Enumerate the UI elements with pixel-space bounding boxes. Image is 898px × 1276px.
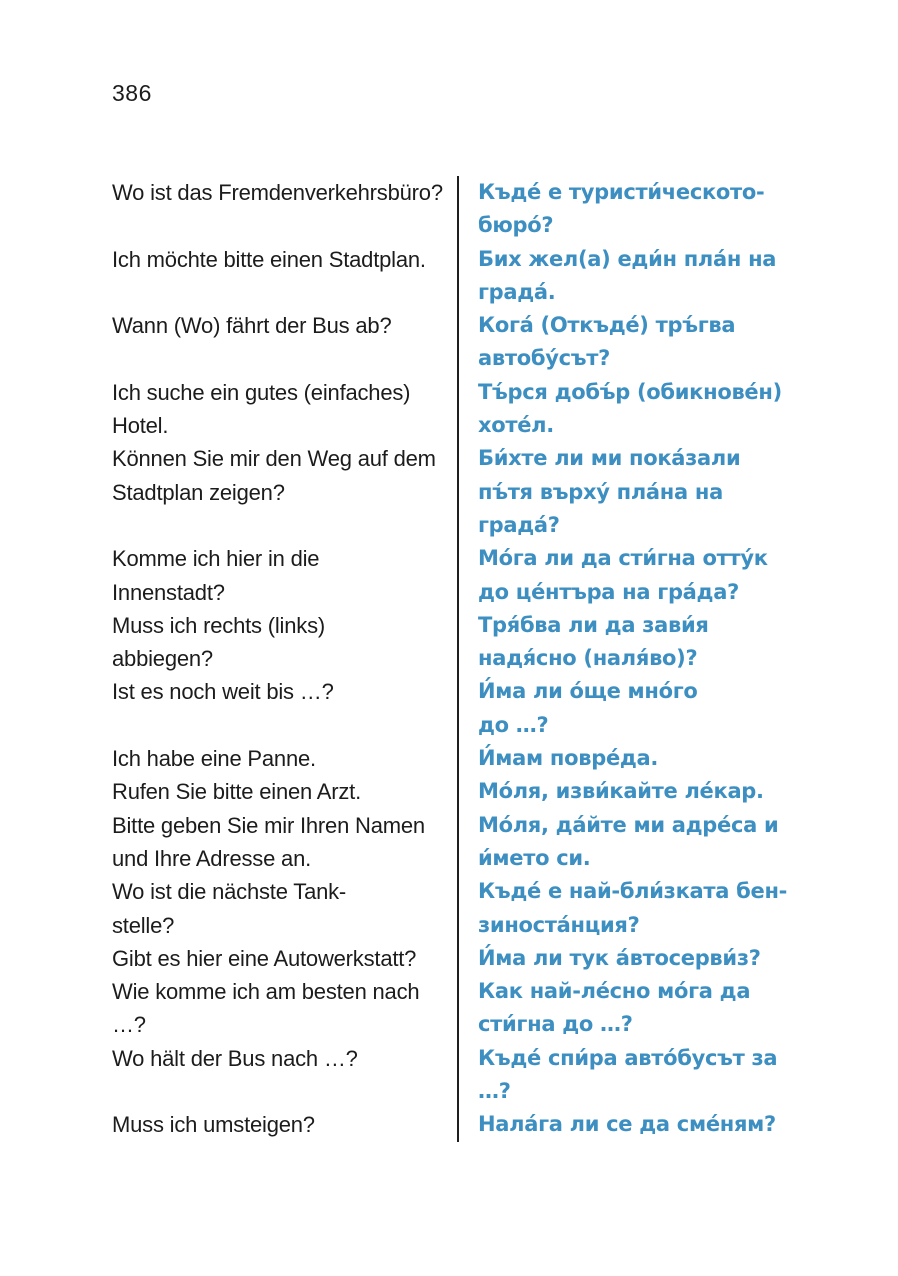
phrase-line: Как най-ле́сно мо́га да bbox=[478, 979, 751, 1004]
german-phrase bbox=[112, 942, 457, 975]
phrase-line: Кога́ (Откъде́) тръ́гва bbox=[478, 313, 736, 338]
german-phrase bbox=[112, 742, 457, 775]
phrase-line: града́? bbox=[478, 512, 560, 537]
phrase-line: Бих жел(а) еди́н пла́н на bbox=[478, 246, 777, 271]
page-number: 386 bbox=[112, 80, 152, 106]
phrase-line: И́ма ли о́ще мно́го bbox=[478, 679, 698, 704]
german-phrase bbox=[112, 1042, 457, 1109]
phrase-line: …? bbox=[478, 1079, 511, 1104]
phrase-line: Би́хте ли ми пока́зали bbox=[478, 446, 741, 471]
german-phrase bbox=[112, 675, 457, 742]
phrase-row bbox=[112, 376, 898, 443]
phrase-row bbox=[112, 309, 898, 376]
phrase-line: Wie komme ich am besten nach bbox=[112, 979, 420, 1005]
bulgarian-phrase bbox=[457, 309, 898, 376]
german-phrase bbox=[112, 875, 457, 942]
bulgarian-phrase bbox=[457, 675, 898, 742]
phrase-row bbox=[112, 809, 898, 876]
phrase-line: Къде́ е най-бли́зката бен- bbox=[478, 879, 788, 904]
phrase-line: Wo hält der Bus nach …? bbox=[112, 1045, 358, 1071]
phrase-row bbox=[112, 942, 898, 975]
phrase-row bbox=[112, 875, 898, 942]
phrase-line: Komme ich hier in die bbox=[112, 546, 320, 572]
bulgarian-phrase bbox=[457, 975, 898, 1042]
phrase-row bbox=[112, 1042, 898, 1109]
bulgarian-phrase bbox=[457, 376, 898, 443]
phrase-line: бюро́? bbox=[478, 213, 554, 238]
phrase-row bbox=[112, 609, 898, 676]
phrase-row bbox=[112, 675, 898, 742]
german-phrase bbox=[112, 542, 457, 609]
phrase-line: abbiegen? bbox=[112, 646, 213, 672]
phrase-line: Hotel. bbox=[112, 413, 169, 439]
phrase-line: Мо́ля, изви́кайте ле́кар. bbox=[478, 779, 764, 804]
phrase-line: пъ́тя върху́ пла́на на bbox=[478, 479, 723, 504]
phrase-line: сти́гна до …? bbox=[478, 1012, 633, 1037]
phrase-line: зиноста́нция? bbox=[478, 912, 640, 937]
phrase-line: автобу́сът? bbox=[478, 346, 610, 371]
phrase-line: Können Sie mir den Weg auf dem bbox=[112, 446, 436, 472]
german-phrase bbox=[112, 376, 457, 443]
bulgarian-phrase bbox=[457, 243, 898, 310]
phrase-line: Мо́га ли да сти́гна отту́к bbox=[478, 546, 768, 571]
phrase-line: хоте́л. bbox=[478, 413, 554, 438]
phrase-row bbox=[112, 176, 898, 243]
phrase-row bbox=[112, 243, 898, 310]
phrase-row bbox=[112, 542, 898, 609]
german-phrase bbox=[112, 243, 457, 310]
german-phrase bbox=[112, 775, 457, 808]
german-phrase bbox=[112, 442, 457, 542]
phrase-line: до …? bbox=[478, 712, 549, 737]
phrase-row bbox=[112, 975, 898, 1042]
phrase-line: Тря́бва ли да зави́я bbox=[478, 612, 709, 637]
bulgarian-phrase bbox=[457, 609, 898, 676]
phrase-line: Muss ich umsteigen? bbox=[112, 1112, 315, 1138]
phrase-line: надя́сно (наля́во)? bbox=[478, 646, 698, 671]
bulgarian-phrase bbox=[457, 875, 898, 942]
german-phrase bbox=[112, 176, 457, 243]
phrase-line: und Ihre Adresse an. bbox=[112, 845, 312, 871]
german-phrase bbox=[112, 309, 457, 376]
german-phrase bbox=[112, 609, 457, 676]
bulgarian-phrase bbox=[457, 1042, 898, 1109]
bulgarian-phrase bbox=[457, 542, 898, 609]
bulgarian-phrase bbox=[457, 742, 898, 775]
german-phrase bbox=[112, 1108, 457, 1141]
phrase-line: и́мето си. bbox=[478, 845, 591, 870]
phrase-line: Gibt es hier eine Autowerkstatt? bbox=[112, 945, 417, 971]
phrase-table bbox=[112, 176, 898, 1142]
phrase-line: Нала́га ли се да сме́ням? bbox=[478, 1112, 776, 1137]
bulgarian-phrase bbox=[457, 942, 898, 975]
phrase-row bbox=[112, 775, 898, 808]
phrase-line: Ist es noch weit bis …? bbox=[112, 679, 334, 705]
phrase-line: Тъ́рся добъ́р (обикнове́н) bbox=[478, 379, 782, 404]
phrase-row bbox=[112, 1108, 898, 1141]
phrase-row bbox=[112, 742, 898, 775]
bulgarian-phrase bbox=[457, 809, 898, 876]
bulgarian-phrase bbox=[457, 775, 898, 808]
phrase-line: до це́нтъра на гра́да? bbox=[478, 579, 739, 604]
phrase-line: Къде́ спи́ра авто́бусът за bbox=[478, 1045, 778, 1070]
phrase-row bbox=[112, 442, 898, 542]
phrase-line: Innenstadt? bbox=[112, 579, 225, 605]
german-phrase bbox=[112, 975, 457, 1042]
phrase-line: Ich suche ein gutes (einfaches) bbox=[112, 379, 411, 405]
phrase-line: Мо́ля, да́йте ми адре́са и bbox=[478, 812, 779, 837]
phrase-line: И́ма ли тук а́втосерви́з? bbox=[478, 945, 761, 970]
phrase-line: …? bbox=[112, 1012, 146, 1038]
phrase-line: Къде́ е туристи́ческото- bbox=[478, 180, 765, 204]
phrase-line: Muss ich rechts (links) bbox=[112, 612, 325, 638]
phrase-line: Wann (Wo) fährt der Bus ab? bbox=[112, 313, 392, 339]
phrase-line: Rufen Sie bitte einen Arzt. bbox=[112, 779, 361, 805]
phrase-line: града́. bbox=[478, 279, 556, 304]
phrase-line: Bitte geben Sie mir Ihren Namen bbox=[112, 812, 425, 838]
bulgarian-phrase bbox=[457, 176, 898, 243]
phrase-line: stelle? bbox=[112, 912, 175, 938]
german-phrase bbox=[112, 809, 457, 876]
phrase-line: И́мам повре́да. bbox=[478, 746, 659, 771]
phrase-line: Ich habe eine Panne. bbox=[112, 746, 316, 772]
bulgarian-phrase bbox=[457, 1108, 898, 1141]
phrase-line: Ich möchte bitte einen Stadtplan. bbox=[112, 246, 426, 272]
bulgarian-phrase bbox=[457, 442, 898, 542]
phrase-line: Stadtplan zeigen? bbox=[112, 479, 285, 505]
phrase-line: Wo ist das Fremdenverkehrsbüro? bbox=[112, 180, 443, 205]
phrase-line: Wo ist die nächste Tank- bbox=[112, 879, 347, 905]
